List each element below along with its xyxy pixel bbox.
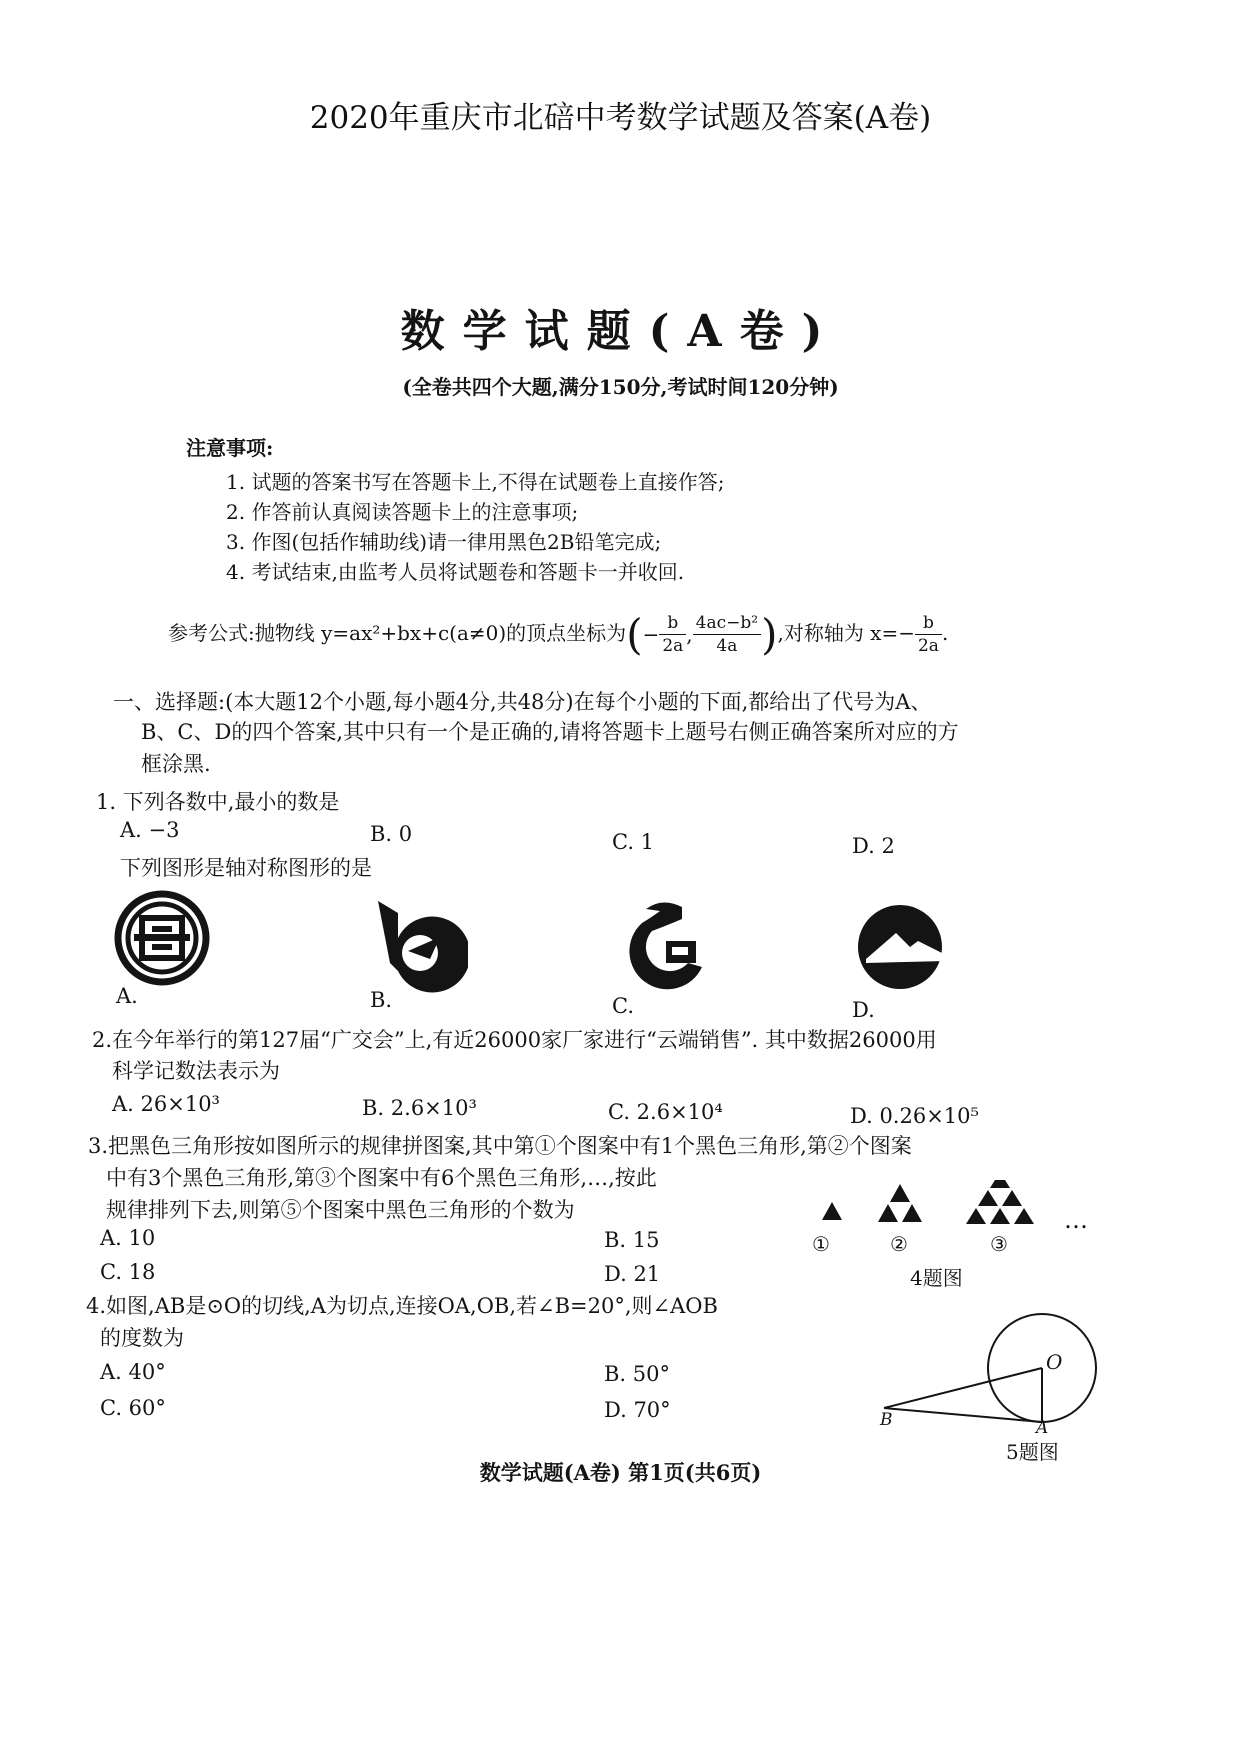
question-3 xyxy=(88,1130,912,1160)
option-d: D. 2 xyxy=(852,834,895,858)
page-footer: 数学试题(A卷) 第1页(共6页) xyxy=(479,1460,762,1485)
option-b: B. 0 xyxy=(370,822,413,846)
bank-logo-a-icon xyxy=(112,888,212,988)
bank-logo-d-icon xyxy=(852,897,952,997)
exam-subtitle: (全卷共四个大题,满分150分,考试时间120分钟) xyxy=(402,375,839,399)
triangle xyxy=(978,1190,998,1206)
option-d: D. 0.26×10⁵ xyxy=(850,1104,979,1128)
question-4 xyxy=(86,1290,718,1320)
question-number: 3. xyxy=(88,1134,109,1158)
option-b: B. 50° xyxy=(604,1362,671,1386)
triangle xyxy=(890,1184,910,1202)
formula-prefix: 参考公式:抛物线 y=ax²+bx+c(a≠0)的顶点坐标为 xyxy=(168,621,627,645)
option-c: C. 2.6×10⁴ xyxy=(608,1100,723,1124)
triangle xyxy=(822,1202,842,1220)
tangent-circle-figure xyxy=(870,1306,1100,1436)
notes-heading: 注意事项: xyxy=(186,436,274,460)
figure-label: ① xyxy=(812,1232,830,1256)
reference-formula: 参考公式:抛物线 y=ax²+bx+c(a≠0)的顶点坐标为(− $\frac{b}{2a}$ , $\frac{\text{4ac−b²}}{4a}$ ),对称轴为 x=− $\frac{b}{2a}$ . xyxy=(168,610,949,659)
figure-ellipsis: … xyxy=(1064,1206,1088,1234)
triangle xyxy=(1014,1208,1034,1224)
question-stem: 科学记数法表示为 xyxy=(112,1059,280,1083)
question-stem: 的度数为 xyxy=(100,1326,184,1350)
question-number: 2. xyxy=(92,1028,113,1052)
option-c: C. 1 xyxy=(612,830,655,854)
question-stem: 规律排列下去,则第⑤个图案中黑色三角形的个数为 xyxy=(106,1198,575,1222)
point-label-o: O xyxy=(1046,1350,1063,1374)
figure-label: ③ xyxy=(990,1232,1008,1256)
fraction: $\frac{b}{2a}$ xyxy=(659,612,686,657)
question-number: 4. xyxy=(86,1294,107,1318)
option-d: D. 21 xyxy=(604,1262,661,1286)
triangle xyxy=(1002,1190,1022,1206)
note-item: 3. 作图(包括作辅助线)请一律用黑色2B铅笔完成; xyxy=(226,530,662,554)
section-text: B、C、D的四个答案,其中只有一个是正确的,请将答题卡上题号右侧正确答案所对应的方 xyxy=(141,720,959,744)
figure-label: ② xyxy=(890,1232,908,1256)
note-item: 4. 考试结束,由监考人员将试题卷和答题卡一并收回. xyxy=(226,560,685,584)
option-a: A. 26×10³ xyxy=(112,1092,220,1116)
option-a: A. xyxy=(116,984,138,1008)
question-symmetry: 下列图形是轴对称图形的是 xyxy=(120,856,372,880)
option-a: A. 10 xyxy=(100,1226,156,1250)
note-item: 1. 试题的答案书写在答题卡上,不得在试题卷上直接作答; xyxy=(226,470,725,494)
exam-title: 数学试题(A卷) xyxy=(400,306,841,357)
option-b: B. xyxy=(370,988,393,1012)
option-c: C. 60° xyxy=(100,1396,166,1420)
option-a: A. −3 xyxy=(120,818,180,842)
bank-logo-b-icon xyxy=(368,893,468,993)
triangle xyxy=(902,1204,922,1222)
question-1 xyxy=(96,786,339,816)
note-item: 2. 作答前认真阅读答题卡上的注意事项; xyxy=(226,500,579,524)
document-title: 2020年重庆市北碚中考数学试题及答案(A卷) xyxy=(309,100,932,136)
point-label-b: B xyxy=(880,1410,893,1430)
question-stem: 中有3个黑色三角形,第③个图案中有6个黑色三角形,…,按此 xyxy=(106,1166,657,1190)
option-d: D. xyxy=(852,998,875,1022)
option-c: C. xyxy=(612,994,634,1018)
question-number: 1. xyxy=(96,790,117,814)
option-a: A. 40° xyxy=(100,1360,166,1384)
section-text: 框涂黑. xyxy=(141,752,211,776)
question-stem: 如图,AB是⊙O的切线,A为切点,连接OA,OB,若∠B=20°,则∠AOB xyxy=(106,1294,718,1318)
option-b: B. 2.6×10³ xyxy=(362,1096,477,1120)
triangle xyxy=(990,1208,1010,1224)
section-heading: 一、选择题:(本大题12个小题,每小题4分,共48分)在每个小题的下面,都给出了代号为A、 xyxy=(113,690,932,714)
option-c: C. 18 xyxy=(100,1260,156,1284)
triangle xyxy=(990,1180,1010,1188)
question-2 xyxy=(92,1024,937,1054)
question-stem: 在今年举行的第127届“广交会”上,有近26000家厂家进行“云端销售”. 其中数据26000用 xyxy=(112,1028,937,1052)
triangle xyxy=(966,1208,986,1224)
formula-middle: ,对称轴为 x=− xyxy=(777,621,915,645)
question-stem: 下列各数中,最小的数是 xyxy=(122,790,340,814)
triangle xyxy=(878,1204,898,1222)
bank-logo-c-icon xyxy=(612,895,712,995)
fraction: $\frac{\text{4ac−b²}}{4a}$ xyxy=(693,612,761,657)
fraction: $\frac{b}{2a}$ xyxy=(915,612,942,657)
point-label-a: A xyxy=(1036,1418,1049,1438)
figure-caption: 4题图 xyxy=(910,1266,963,1290)
figure-caption: 5题图 xyxy=(1006,1440,1059,1464)
option-b: B. 15 xyxy=(604,1228,660,1252)
option-d: D. 70° xyxy=(604,1398,671,1422)
question-stem: 把黑色三角形按如图所示的规律拼图案,其中第①个图案中有1个黑色三角形,第②个图案 xyxy=(108,1134,912,1158)
